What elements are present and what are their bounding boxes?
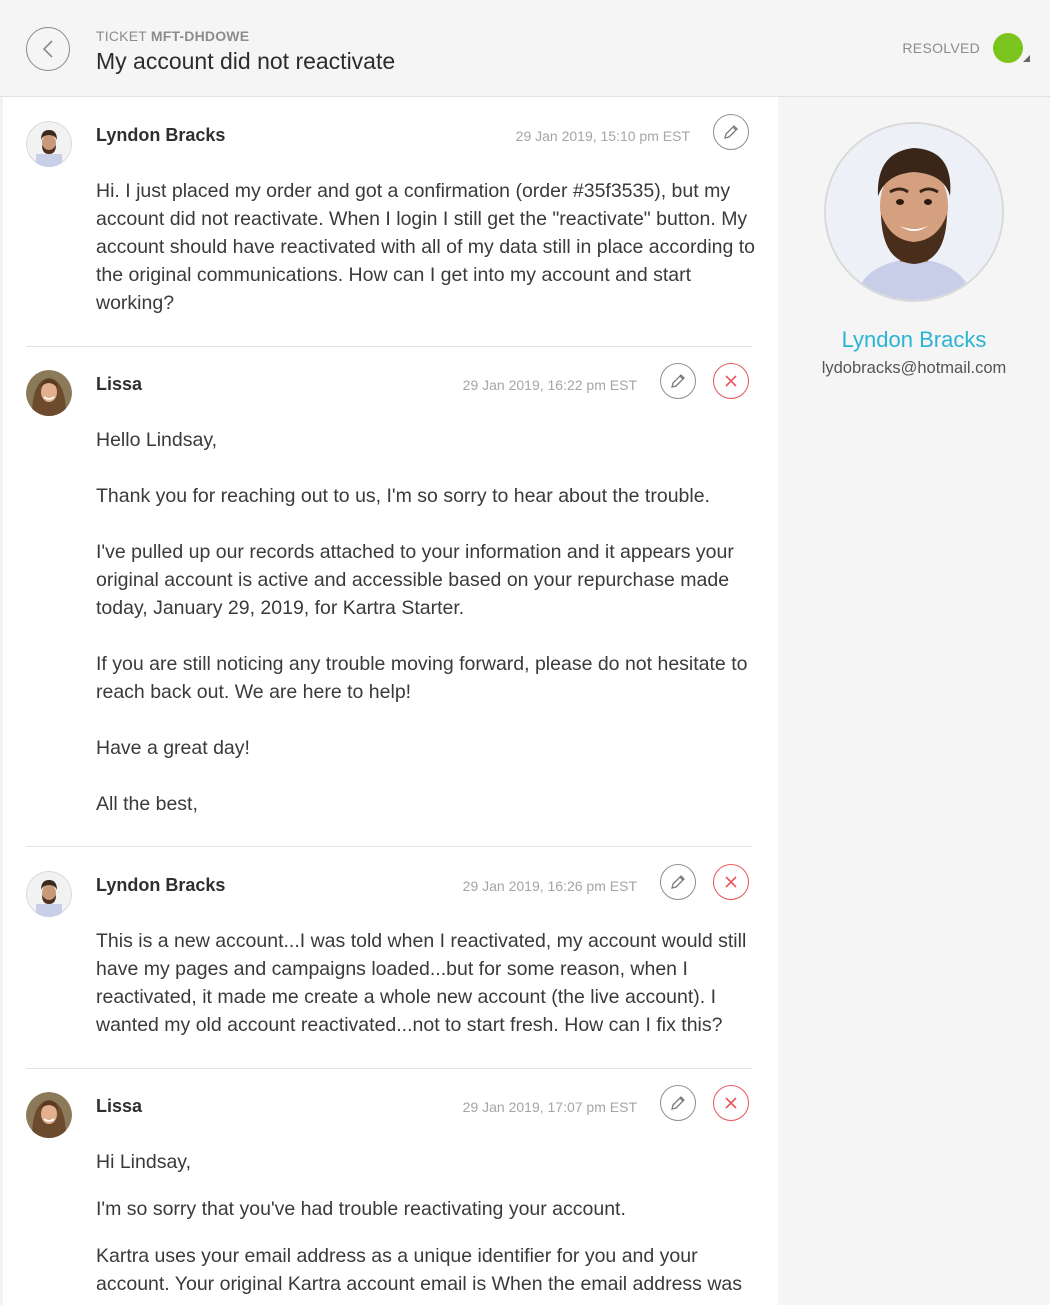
close-icon	[723, 1095, 739, 1111]
pencil-icon	[668, 1093, 688, 1113]
back-button[interactable]	[26, 27, 70, 71]
message-body	[96, 1148, 756, 1298]
ticket-header	[0, 0, 1050, 97]
message-author: Lyndon Bracks	[96, 875, 226, 895]
avatar	[26, 121, 72, 167]
delete-message-button[interactable]	[713, 864, 749, 900]
delete-message-button[interactable]	[713, 1085, 749, 1121]
avatar	[26, 1092, 72, 1138]
edit-message-button[interactable]	[713, 114, 749, 150]
message-paragraph: I've pulled up our records attached to your information and it appears your original account is active and accessible based on your repurchase made today, January 29, 2019, for Kartra Starter.	[96, 541, 734, 619]
message-timestamp: 29 Jan 2019, 16:22 pm EST	[462, 377, 637, 393]
message-paragraph: Hi. I just placed my order and got a confirmation (order #35f3535), but my account did not reactivate. When I login I still get the "reactivate" button. My account should have reactivated with all of my data still in place according to the original communications. How can I get into my account and start working?	[96, 180, 756, 314]
message-body	[96, 177, 756, 317]
close-icon	[723, 874, 739, 890]
avatar	[26, 370, 72, 416]
edit-message-button[interactable]	[660, 864, 696, 900]
customer-email: lydobracks@hotmail.com	[821, 359, 1007, 377]
customer-avatar	[824, 122, 1004, 302]
conversation-thread	[3, 97, 778, 1305]
avatar	[26, 871, 72, 917]
message-paragraph: This is a new account...I was told when I reactivated, my account would still have my pages and campaigns loaded...but for some reason, when I reactivated, it made me create a whole new account (the live account). I wanted my old account reactivated...not to start fresh. How can I fix this?	[96, 930, 747, 1036]
message-timestamp: 29 Jan 2019, 17:07 pm EST	[462, 1099, 637, 1115]
pencil-icon	[668, 371, 688, 391]
message-divider	[26, 846, 752, 847]
message-paragraph: If you are still noticing any trouble moving forward, please do not hesitate to reach back out. We are here to help!	[96, 653, 748, 703]
message-paragraph: Hello Lindsay,	[96, 429, 218, 451]
message-paragraph: I'm so sorry that you've had trouble reactivating your account.	[96, 1198, 626, 1220]
message-paragraph: Thank you for reaching out to us, I'm so sorry to hear about the trouble.	[96, 485, 710, 507]
message-author: Lissa	[96, 1096, 143, 1116]
message-paragraph: Have a great day!	[96, 737, 250, 759]
close-icon	[723, 373, 739, 389]
message-paragraph: All the best,	[96, 793, 198, 815]
message-author: Lissa	[96, 374, 143, 394]
ticket-id: MFT-DHDOWE	[150, 28, 250, 44]
pencil-icon	[721, 122, 741, 142]
ticket-id-line	[96, 28, 249, 44]
message-body	[96, 927, 756, 1039]
pencil-icon	[668, 872, 688, 892]
message-divider	[26, 1068, 752, 1069]
message-timestamp: 29 Jan 2019, 15:10 pm EST	[515, 128, 690, 144]
message-timestamp: 29 Jan 2019, 16:26 pm EST	[462, 878, 637, 894]
message-divider	[26, 346, 752, 347]
customer-name-link[interactable]: Lyndon Bracks	[841, 327, 987, 352]
message-paragraph: Kartra uses your email address as a unique identifier for you and your account. Your original Kartra account email is When the email address was	[96, 1245, 743, 1295]
ticket-prefix: TICKET	[96, 28, 147, 44]
customer-profile-panel	[778, 97, 1050, 1305]
message-author: Lyndon Bracks	[96, 125, 226, 145]
message-paragraph: Hi Lindsay,	[96, 1151, 192, 1173]
page-title: My account did not reactivate	[96, 48, 396, 74]
edit-message-button[interactable]	[660, 363, 696, 399]
status-label: RESOLVED	[902, 40, 980, 56]
edit-message-button[interactable]	[660, 1085, 696, 1121]
status-indicator[interactable]	[993, 33, 1023, 63]
message-body	[96, 426, 756, 818]
chevron-left-icon	[41, 39, 55, 59]
delete-message-button[interactable]	[713, 363, 749, 399]
status-dropdown-caret-icon[interactable]	[1023, 55, 1030, 62]
